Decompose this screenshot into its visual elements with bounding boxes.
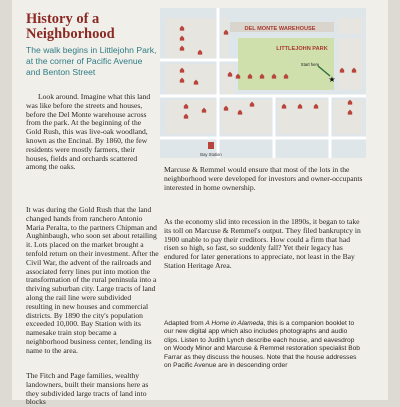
body-paragraph-3: The Fitch and Page families, wealthy landowners, built their mansions here as they subdivided large tracts of land into blocks xyxy=(26,371,149,407)
body-paragraph-4: Marcuse & Remmel would ensure that most of the lots in the neighborhood were developed for investors and owner-occupants interested in home ownership. xyxy=(164,165,363,192)
map-block xyxy=(166,100,216,134)
start-star-icon: ★ xyxy=(328,75,336,84)
brochure-page xyxy=(12,0,388,407)
caption-prefix: Adapted from xyxy=(164,320,206,327)
map-block xyxy=(222,64,234,94)
start-here-label: Start here xyxy=(300,62,320,67)
caption-book-title: A Home in Alameda xyxy=(205,320,264,327)
body-paragraph-2: It was during the Gold Rush that the land changed hands from ranchero Antonio Maria Peralta, to the partners Chipman and Aughinbaugh, who soon set about retailing it. Lots placed on the market brought a tenfold return on their investment. After the Civil War, the advent of the railroads and associated ferry lines put into motion the transformation of the rural peninsula into a thriving suburban city. Large tracts of land along the rail line were subdivided resulting in new houses and commercial districts. By 1890 the city's population exceeded 10,000. Bay Station with its namesake train stop became a neighborhood business center, lending its name to the area. xyxy=(26,205,159,355)
map-block xyxy=(222,100,272,134)
bay-station-label: Bay Station xyxy=(200,152,222,157)
map-block xyxy=(338,18,362,34)
page-title: History of a Neighborhood xyxy=(26,11,115,42)
page-subtitle: The walk begins in Littlejohn Park, at the corner of Pacific Avenue and Benton Street xyxy=(26,45,157,77)
del-monte-warehouse-label: DEL MONTE WAREHOUSE xyxy=(244,26,316,32)
map-block xyxy=(166,18,216,58)
body-paragraph-5: As the economy slid into recession in the 1890s, it began to take its toll on Marcuse & Remmel's output. They filed bankruptcy in 1900 unable to pay their creditors. How could a firm that had risen so high, so fast, so suddenly fall? Yet their legacy has endured for later generations to appreciate, not least in the Bay Station Heritage Area. xyxy=(164,217,361,270)
neighborhood-map xyxy=(160,8,366,158)
map-block xyxy=(338,38,362,90)
littlejohn-park-label: LITTLEJOHN PARK xyxy=(276,46,328,52)
bay-station-icon xyxy=(208,142,214,149)
map-block xyxy=(334,100,362,134)
booklet-caption xyxy=(164,320,362,370)
map-block xyxy=(222,18,228,58)
caption-text: , this is a companion booklet to our new digital app which also includes photographs and audio clips. Listen to Judith Lynch describe each house, and eavesdrop on Woody Minor and Marcuse & Remmel restoration specialist Bob Farrar as they discuss the houses. Note that the house addresses on Pacific Avenue are in descending order xyxy=(164,320,360,370)
map-block xyxy=(278,100,328,134)
map-block xyxy=(166,64,216,94)
body-paragraph-1: Look around. Imagine what this land was like before the streets and houses, before the Del Monte warehouse across from the park. At the beginning of the Gold Rush, this was live-oak woodland, known as the Encinal. By 1860, the few residents were mostly farmers, their houses, fields and orchards scattered among the oaks. xyxy=(26,92,151,172)
